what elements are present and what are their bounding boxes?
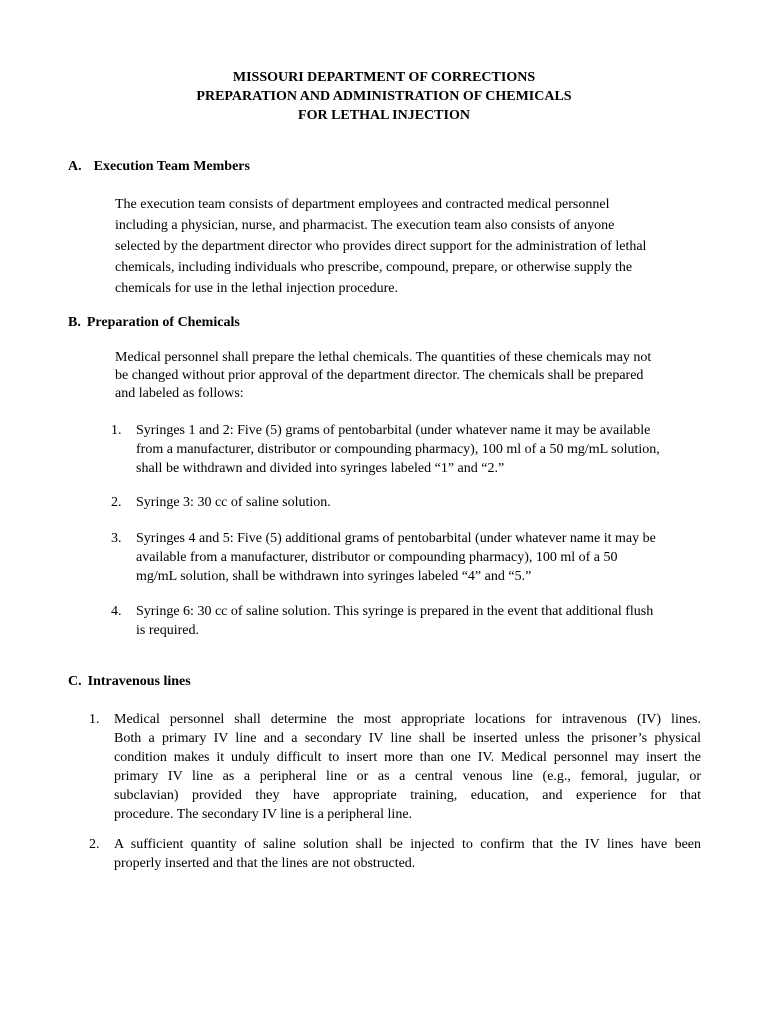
- list-line: condition makes it unduly difficult to insert more than one IV. Medical personnel may insert the: [114, 750, 701, 765]
- paragraph-line: Medical personnel shall prepare the lethal chemicals. The quantities of these chemicals may not: [115, 350, 652, 365]
- list-line: Syringe 3: 30 cc of saline solution.: [136, 495, 331, 510]
- paragraph-line: selected by the department director who provides direct support for the administration of lethal: [115, 239, 647, 254]
- title-line-2: PREPARATION AND ADMINISTRATION OF CHEMICALS: [196, 89, 572, 104]
- list-line: available from a manufacturer, distributor or compounding pharmacy), 100 ml of a 50: [136, 550, 618, 565]
- list-line: Syringes 4 and 5: Five (5) additional grams of pentobarbital (under whatever name it may be: [136, 531, 656, 546]
- section-b-title: Preparation of Chemicals: [86, 315, 240, 330]
- section-a-paragraph: [115, 194, 705, 299]
- list-line: mg/mL solution, shall be withdrawn into syringes labeled “4” and “5.”: [136, 569, 532, 584]
- section-b-intro: [115, 349, 705, 403]
- list-number: 2.: [89, 837, 100, 852]
- paragraph-line: chemicals, including individuals who prescribe, compound, prepare, or otherwise supply the: [115, 260, 633, 275]
- paragraph-line: chemicals for use in the lethal injection procedure.: [115, 281, 399, 296]
- list-line: shall be withdrawn and divided into syringes labeled “1” and “2.”: [136, 461, 505, 476]
- section-a-label: A.: [68, 159, 82, 174]
- list-line: from a manufacturer, distributor or compounding pharmacy), 100 ml of a 50 mg/mL solution,: [136, 442, 660, 457]
- list-line: Both a primary IV line and a secondary IV line shall be inserted unless the prisoner’s physical: [114, 731, 701, 746]
- section-c-heading: [68, 674, 191, 690]
- paragraph-line: and labeled as follows:: [115, 386, 244, 401]
- section-a-title: Execution Team Members: [93, 159, 250, 174]
- section-c-label: C.: [68, 674, 82, 689]
- list-number: 2.: [111, 495, 122, 510]
- document-title: [0, 68, 768, 125]
- list-number: 3.: [111, 531, 122, 546]
- section-c-title: Intravenous lines: [87, 674, 191, 689]
- list-number: 4.: [111, 604, 122, 619]
- list-line: properly inserted and that the lines are not obstructed.: [114, 856, 416, 871]
- title-line-1: MISSOURI DEPARTMENT OF CORRECTIONS: [232, 70, 536, 85]
- section-b-heading: [68, 315, 240, 331]
- list-line: primary IV line as a peripheral line or as a central venous line (e.g., femoral, jugular, or: [114, 769, 701, 784]
- list-line: Medical personnel shall determine the most appropriate locations for intravenous (IV) lines.: [114, 712, 701, 727]
- list-number: 1.: [89, 712, 100, 727]
- list-line: is required.: [136, 623, 199, 638]
- paragraph-line: be changed without prior approval of the department director. The chemicals shall be prepared: [115, 368, 644, 383]
- section-b-label: B.: [68, 315, 81, 330]
- title-line-3: FOR LETHAL INJECTION: [298, 108, 470, 123]
- list-number: 1.: [111, 423, 122, 438]
- paragraph-line: including a physician, nurse, and pharmacist. The execution team also consists of anyone: [115, 218, 615, 233]
- list-line: procedure. The secondary IV line is a peripheral line.: [114, 807, 413, 822]
- list-line: Syringes 1 and 2: Five (5) grams of pentobarbital (under whatever name it may be available: [136, 423, 651, 438]
- list-line: Syringe 6: 30 cc of saline solution. This syringe is prepared in the event that additional flush: [136, 604, 654, 619]
- list-line: A sufficient quantity of saline solution shall be injected to confirm that the IV lines have been: [114, 837, 701, 852]
- paragraph-line: The execution team consists of department employees and contracted medical personnel: [115, 197, 610, 212]
- section-a-heading: [68, 159, 250, 175]
- list-line: subclavian) provided they have appropriate training, education, and experience for that: [114, 788, 701, 803]
